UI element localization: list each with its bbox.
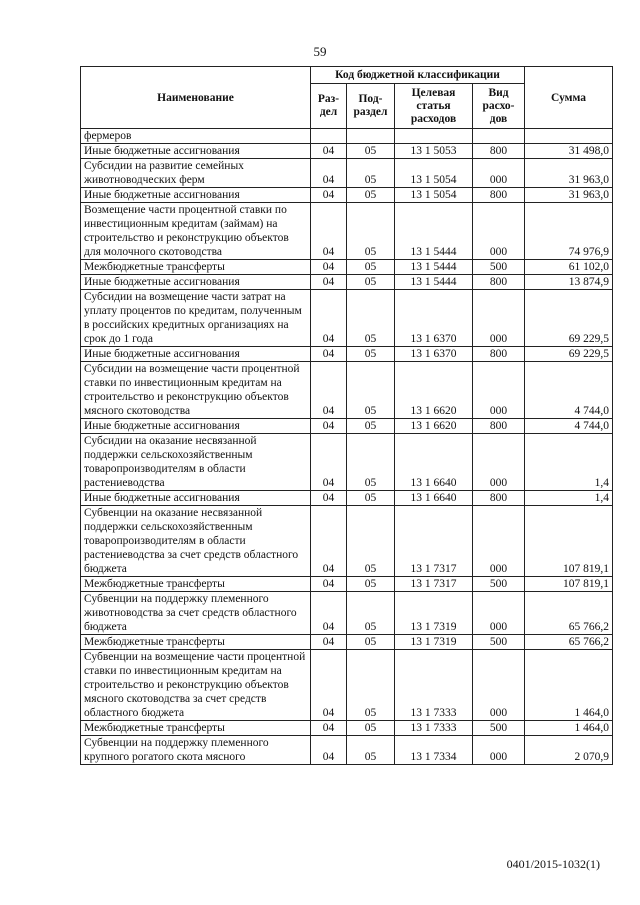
table-row bbox=[81, 635, 613, 650]
row-type-cell: 500 bbox=[473, 721, 525, 736]
row-section-cell: 04 bbox=[311, 144, 347, 159]
row-amount-cell: 13 874,9 bbox=[525, 275, 613, 290]
row-subsection-cell: 05 bbox=[347, 144, 395, 159]
row-subsection-cell: 05 bbox=[347, 592, 395, 635]
row-section-cell: 04 bbox=[311, 260, 347, 275]
row-section-cell: 04 bbox=[311, 635, 347, 650]
table-row bbox=[81, 129, 613, 144]
kbk-column-header: Код бюджетной классификации bbox=[311, 67, 525, 84]
row-section-cell: 04 bbox=[311, 419, 347, 434]
row-type-cell: 800 bbox=[473, 347, 525, 362]
row-type-cell: 000 bbox=[473, 159, 525, 188]
table-row bbox=[81, 260, 613, 275]
table-row bbox=[81, 159, 613, 188]
target-column-header: Целевая статья расходов bbox=[395, 84, 473, 129]
row-name-cell: Субсидии на развитие семейных животноводческих ферм bbox=[81, 159, 311, 188]
row-section-cell: 04 bbox=[311, 347, 347, 362]
document-code: 0401/2015-1032(1) bbox=[506, 857, 600, 871]
row-amount-cell: 61 102,0 bbox=[525, 260, 613, 275]
row-type-cell: 000 bbox=[473, 434, 525, 491]
row-subsection-cell bbox=[347, 129, 395, 144]
table-row bbox=[81, 290, 613, 347]
row-amount-cell: 69 229,5 bbox=[525, 347, 613, 362]
row-type-cell: 800 bbox=[473, 144, 525, 159]
table-body bbox=[81, 129, 613, 765]
row-name-cell: Субвенции на поддержку племенного животноводства за счет средств областного бюджета bbox=[81, 592, 311, 635]
row-subsection-cell: 05 bbox=[347, 506, 395, 577]
table-row bbox=[81, 144, 613, 159]
row-name-cell: Межбюджетные трансферты bbox=[81, 721, 311, 736]
row-amount-cell: 31 963,0 bbox=[525, 159, 613, 188]
table-row bbox=[81, 419, 613, 434]
row-target-cell: 13 1 6640 bbox=[395, 434, 473, 491]
row-name-cell: Субвенции на поддержку племенного крупного рогатого скота мясного bbox=[81, 736, 311, 765]
row-name-cell: Иные бюджетные ассигнования bbox=[81, 419, 311, 434]
row-name-cell: Иные бюджетные ассигнования bbox=[81, 491, 311, 506]
section-column-header: Раз- дел bbox=[311, 84, 347, 129]
row-target-cell: 13 1 5444 bbox=[395, 275, 473, 290]
row-type-cell: 500 bbox=[473, 635, 525, 650]
name-column-header: Наименование bbox=[81, 67, 311, 129]
row-amount-cell: 4 744,0 bbox=[525, 419, 613, 434]
row-subsection-cell: 05 bbox=[347, 260, 395, 275]
table-row bbox=[81, 650, 613, 721]
row-section-cell: 04 bbox=[311, 491, 347, 506]
row-target-cell: 13 1 7317 bbox=[395, 506, 473, 577]
row-type-cell: 800 bbox=[473, 419, 525, 434]
row-section-cell: 04 bbox=[311, 736, 347, 765]
row-type-cell: 000 bbox=[473, 506, 525, 577]
row-target-cell: 13 1 6620 bbox=[395, 419, 473, 434]
row-amount-cell: 65 766,2 bbox=[525, 635, 613, 650]
row-name-cell: Субсидии на возмещение части процентной ставки по инвестиционным кредитам на строительство и реконструкцию объектов мясного скотоводства bbox=[81, 362, 311, 419]
row-section-cell: 04 bbox=[311, 275, 347, 290]
row-subsection-cell: 05 bbox=[347, 491, 395, 506]
table-row bbox=[81, 275, 613, 290]
row-subsection-cell: 05 bbox=[347, 188, 395, 203]
row-type-cell: 000 bbox=[473, 203, 525, 260]
table-row bbox=[81, 434, 613, 491]
row-name-cell: Иные бюджетные ассигнования bbox=[81, 144, 311, 159]
row-target-cell bbox=[395, 129, 473, 144]
row-type-cell: 800 bbox=[473, 491, 525, 506]
row-name-cell: Иные бюджетные ассигнования bbox=[81, 188, 311, 203]
row-section-cell: 04 bbox=[311, 362, 347, 419]
row-subsection-cell: 05 bbox=[347, 347, 395, 362]
row-amount-cell: 31 963,0 bbox=[525, 188, 613, 203]
row-amount-cell: 1,4 bbox=[525, 434, 613, 491]
row-subsection-cell: 05 bbox=[347, 275, 395, 290]
row-subsection-cell: 05 bbox=[347, 721, 395, 736]
row-subsection-cell: 05 bbox=[347, 290, 395, 347]
table-row bbox=[81, 721, 613, 736]
row-type-cell: 000 bbox=[473, 650, 525, 721]
table-row bbox=[81, 347, 613, 362]
row-name-cell: Иные бюджетные ассигнования bbox=[81, 275, 311, 290]
row-type-cell: 000 bbox=[473, 362, 525, 419]
row-section-cell: 04 bbox=[311, 159, 347, 188]
row-section-cell: 04 bbox=[311, 434, 347, 491]
row-target-cell: 13 1 7334 bbox=[395, 736, 473, 765]
row-target-cell: 13 1 6370 bbox=[395, 290, 473, 347]
row-amount-cell: 65 766,2 bbox=[525, 592, 613, 635]
row-target-cell: 13 1 7319 bbox=[395, 635, 473, 650]
row-target-cell: 13 1 7317 bbox=[395, 577, 473, 592]
row-subsection-cell: 05 bbox=[347, 650, 395, 721]
row-subsection-cell: 05 bbox=[347, 577, 395, 592]
row-amount-cell: 107 819,1 bbox=[525, 506, 613, 577]
row-type-cell: 000 bbox=[473, 290, 525, 347]
budget-table bbox=[80, 66, 613, 765]
row-type-cell: 800 bbox=[473, 188, 525, 203]
row-target-cell: 13 1 6370 bbox=[395, 347, 473, 362]
row-name-cell: Субсидии на оказание несвязанной поддержки сельскохозяйственным товаропроизводителям в области растениеводства bbox=[81, 434, 311, 491]
row-subsection-cell: 05 bbox=[347, 434, 395, 491]
row-amount-cell: 1 464,0 bbox=[525, 650, 613, 721]
row-target-cell: 13 1 5054 bbox=[395, 159, 473, 188]
row-name-cell: Субвенции на возмещение части процентной ставки по инвестиционным кредитам на строительство и реконструкцию объектов мясного скотоводства за счет средств областного бюджета bbox=[81, 650, 311, 721]
row-name-cell: Возмещение части процентной ставки по инвестиционным кредитам (займам) на строительство и реконструкцию объектов для молочного скотоводства bbox=[81, 203, 311, 260]
row-section-cell: 04 bbox=[311, 577, 347, 592]
row-name-cell: Межбюджетные трансферты bbox=[81, 260, 311, 275]
row-name-cell: Межбюджетные трансферты bbox=[81, 577, 311, 592]
row-amount-cell: 1 464,0 bbox=[525, 721, 613, 736]
subsection-column-header: Под- раздел bbox=[347, 84, 395, 129]
table-row bbox=[81, 577, 613, 592]
row-type-cell: 800 bbox=[473, 275, 525, 290]
row-amount-cell: 1,4 bbox=[525, 491, 613, 506]
row-target-cell: 13 1 6620 bbox=[395, 362, 473, 419]
row-section-cell: 04 bbox=[311, 650, 347, 721]
row-section-cell bbox=[311, 129, 347, 144]
row-subsection-cell: 05 bbox=[347, 203, 395, 260]
row-target-cell: 13 1 7333 bbox=[395, 650, 473, 721]
row-amount-cell: 31 498,0 bbox=[525, 144, 613, 159]
table-row bbox=[81, 203, 613, 260]
row-name-cell: Межбюджетные трансферты bbox=[81, 635, 311, 650]
row-name-cell: Иные бюджетные ассигнования bbox=[81, 347, 311, 362]
row-type-cell bbox=[473, 129, 525, 144]
row-section-cell: 04 bbox=[311, 188, 347, 203]
row-name-cell: Субсидии на возмещение части затрат на уплату процентов по кредитам, полученным в российских кредитных организациях на срок до 1 года bbox=[81, 290, 311, 347]
table-row bbox=[81, 592, 613, 635]
table-row bbox=[81, 362, 613, 419]
row-section-cell: 04 bbox=[311, 203, 347, 260]
row-type-cell: 500 bbox=[473, 260, 525, 275]
row-section-cell: 04 bbox=[311, 506, 347, 577]
row-amount-cell: 74 976,9 bbox=[525, 203, 613, 260]
row-target-cell: 13 1 5053 bbox=[395, 144, 473, 159]
row-section-cell: 04 bbox=[311, 721, 347, 736]
row-amount-cell: 107 819,1 bbox=[525, 577, 613, 592]
amount-column-header: Сумма bbox=[525, 67, 613, 129]
table-row bbox=[81, 736, 613, 765]
row-target-cell: 13 1 5054 bbox=[395, 188, 473, 203]
header-row-top bbox=[81, 67, 613, 84]
row-amount-cell: 69 229,5 bbox=[525, 290, 613, 347]
row-amount-cell: 4 744,0 bbox=[525, 362, 613, 419]
row-section-cell: 04 bbox=[311, 592, 347, 635]
row-target-cell: 13 1 5444 bbox=[395, 260, 473, 275]
table-row bbox=[81, 491, 613, 506]
row-subsection-cell: 05 bbox=[347, 736, 395, 765]
row-type-cell: 000 bbox=[473, 592, 525, 635]
row-subsection-cell: 05 bbox=[347, 419, 395, 434]
row-subsection-cell: 05 bbox=[347, 635, 395, 650]
row-target-cell: 13 1 7333 bbox=[395, 721, 473, 736]
row-amount-cell: 2 070,9 bbox=[525, 736, 613, 765]
row-type-cell: 000 bbox=[473, 736, 525, 765]
row-type-cell: 500 bbox=[473, 577, 525, 592]
row-subsection-cell: 05 bbox=[347, 362, 395, 419]
row-target-cell: 13 1 7319 bbox=[395, 592, 473, 635]
row-section-cell: 04 bbox=[311, 290, 347, 347]
row-amount-cell bbox=[525, 129, 613, 144]
row-name-cell: фермеров bbox=[81, 129, 311, 144]
row-name-cell: Субвенции на оказание несвязанной поддержки сельскохозяйственным товаропроизводителям в области растениеводства за счет средств областного бюджета bbox=[81, 506, 311, 577]
row-subsection-cell: 05 bbox=[347, 159, 395, 188]
table-row bbox=[81, 506, 613, 577]
row-target-cell: 13 1 6640 bbox=[395, 491, 473, 506]
type-column-header: Вид расхо- дов bbox=[473, 84, 525, 129]
table-row bbox=[81, 188, 613, 203]
page-number: 59 bbox=[313, 44, 327, 59]
row-target-cell: 13 1 5444 bbox=[395, 203, 473, 260]
